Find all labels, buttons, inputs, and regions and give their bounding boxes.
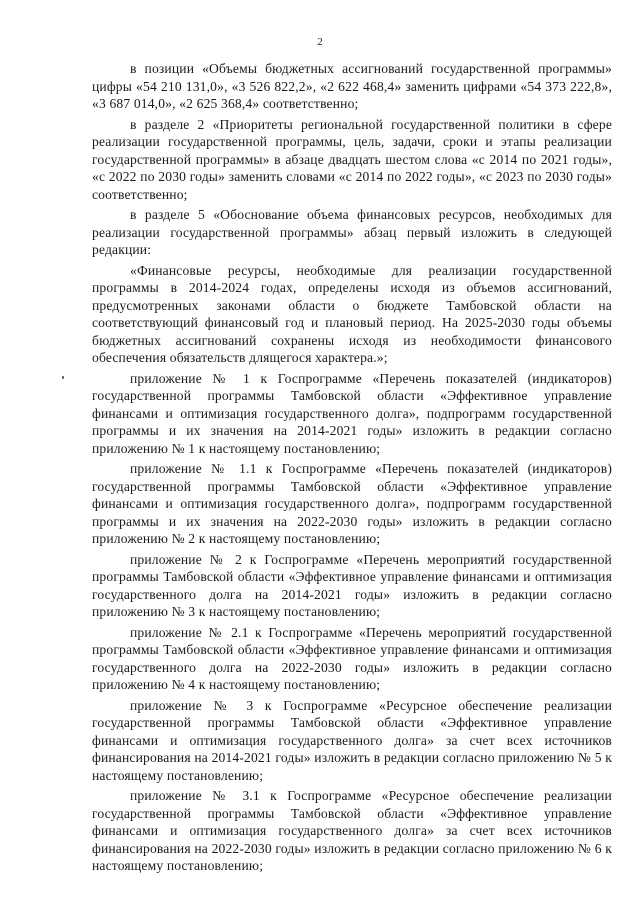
paragraph-appendix-2-1: приложение № 2.1 к Госпрограмме «Перечень мероприятий государственной программы Тамбовской области «Эффективное управление финансами и оптимизация государственного долга на 2022-2030 годы» изложить в редакции согласно приложению № 4 к настоящему постановлению; <box>92 624 612 692</box>
paragraph-appendix-1: приложение № 1 к Госпрограмме «Перечень показателей (индикаторов) государственной программы Тамбовской области «Эффективное управление финансами и оптимизация государственного долга», подпрограмм государственной программы и их значения на 2014-2021 годы» изложить в редакции согласно приложению № 1 к настоящему постановлению; <box>92 370 612 456</box>
paragraph-section-5: в разделе 5 «Обоснование объема финансовых ресурсов, необходимых для реализации государственной программы» абзац первый изложить в следующей редакции: <box>92 207 612 257</box>
paragraph-budget-allocations: в позиции «Объемы бюджетных ассигнований государственной программы» цифры «54 210 131,0», «3 526 822,2», «2 622 468,4» заменить цифрами «54 373 222,8», «3 687 014,0», «2 625 368,4» соответственно; <box>92 61 612 111</box>
paragraph-section-2: в разделе 2 «Приоритеты региональной государственной политики в сфере реализации государственной программы, цель, задачи, сроки и этапы реализации государственной программы» в абзаце двадцать шестом слова «с 2014 по 2021 годы», «с 2022 по 2030 годы» заменить словами «с 2014 по 2022 годы», «с 2023 по 2030 годы» соответственно; <box>92 116 612 202</box>
paragraph-appendix-3: приложение № 3 к Госпрограмме «Ресурсное обеспечение реализации государственной программы Тамбовской области «Эффективное управление финансами и оптимизация государственного долга» за счет всех источников финансирования на 2014-2021 годы» изложить в редакции согласно приложению № 5 к настоящему постановлению; <box>92 697 612 783</box>
paragraph-appendix-1-1: приложение № 1.1 к Госпрограмме «Перечень показателей (индикаторов) государственной программы Тамбовской области «Эффективное управление финансами и оптимизация государственного долга», подпрограмм государственной программы и их значения на 2022-2030 годы» изложить в редакции согласно приложению № 2 к настоящему постановлению; <box>92 461 612 546</box>
paragraph-financial-resources-quote: «Финансовые ресурсы, необходимые для реализации государственной программы в 2014-2024 годах, определены исходя из объемов ассигнований, предусмотренных законами области о бюджете Тамбовской области на соответствующий финансовый год и плановый период. На 2025-2030 годы объемы бюджетных ассигнований сохранены исходя из необходимости финансового обеспечения обязательств длящегося характера.»; <box>92 262 612 365</box>
paragraph-appendix-3-1: приложение № 3.1 к Госпрограмме «Ресурсное обеспечение реализации государственной программы Тамбовской области «Эффективное управление финансами и оптимизация государственного долга» за счет всех источников финансирования на 2022-2030 годы» изложить в редакции согласно приложению № 6 к настоящему постановлению; <box>92 788 612 873</box>
margin-mark <box>62 376 64 379</box>
paragraph-appendix-2: приложение № 2 к Госпрограмме «Перечень мероприятий государственной программы Тамбовской области «Эффективное управление финансами и оптимизация государственного долга на 2014-2021 годы» изложить в редакции согласно приложению № 3 к настоящему постановлению; <box>92 551 612 619</box>
document-body <box>92 60 612 878</box>
page-number: 2 <box>317 36 323 48</box>
